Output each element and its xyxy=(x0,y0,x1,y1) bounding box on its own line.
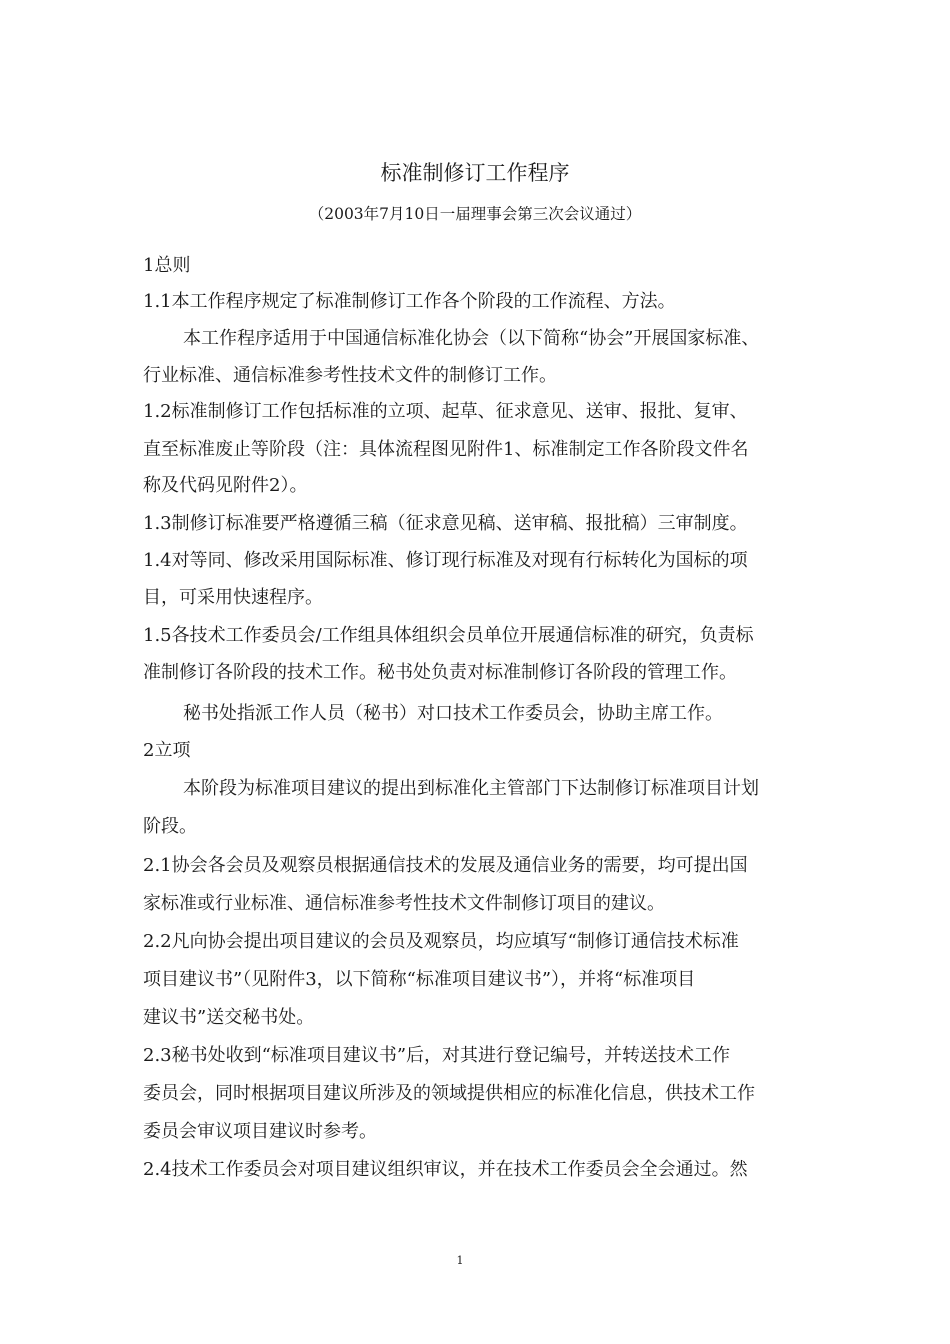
paragraph-line: 本阶段为标准项目建议的提出到标准化主管部门下达制修订标准项目计划 xyxy=(183,778,759,799)
paragraph-line: 委员会审议项目建议时参考。 xyxy=(143,1121,377,1142)
paragraph-line: 1.2标准制修订工作包括标准的立项、起草、征求意见、送审、报批、复审、 xyxy=(143,401,748,422)
paragraph-line: 项目建议书”（见附件3，以下简称“标准项目建议书”），并将“标准项目 xyxy=(143,969,696,990)
paragraph-line: 称及代码见附件2）。 xyxy=(143,475,308,496)
paragraph-line: 家标准或行业标准、通信标准参考性技术文件制修订项目的建议。 xyxy=(143,893,665,914)
paragraph-line: 1.1本工作程序规定了标准制修订工作各个阶段的工作流程、方法。 xyxy=(143,291,676,312)
paragraph-line: 行业标准、通信标准参考性技术文件的制修订工作。 xyxy=(143,365,557,386)
document-title: 标准制修订工作程序 xyxy=(380,161,570,185)
paragraph-line: 2.4技术工作委员会对项目建议组织审议，并在技术工作委员会全会通过。然 xyxy=(143,1159,748,1180)
paragraph-line: 1.5各技术工作委员会/工作组具体组织会员单位开展通信标准的研究，负责标 xyxy=(143,625,754,646)
paragraph-line: 2.2凡向协会提出项目建议的会员及观察员，均应填写“制修订通信技术标准 xyxy=(143,931,739,952)
paragraph-line: 阶段。 xyxy=(143,816,197,837)
paragraph-line: 建议书”送交秘书处。 xyxy=(143,1007,315,1028)
paragraph-line: 准制修订各阶段的技术工作。秘书处负责对标准制修订各阶段的管理工作。 xyxy=(143,662,737,683)
section-heading-2: 2立项 xyxy=(143,740,191,761)
paragraph-line: 目，可采用快速程序。 xyxy=(143,587,323,608)
paragraph-line: 委员会，同时根据项目建议所涉及的领域提供相应的标准化信息，供技术工作 xyxy=(143,1083,755,1104)
document-subtitle: （2003年7月10日一届理事会第三次会议通过） xyxy=(308,205,642,223)
paragraph-line: 2.1协会各会员及观察员根据通信技术的发展及通信业务的需要，均可提出国 xyxy=(143,855,748,876)
section-heading-1: 1总则 xyxy=(143,255,191,276)
page-number: 1 xyxy=(456,1254,464,1267)
paragraph-line: 本工作程序适用于中国通信标准化协会（以下简称“协会”开展国家标准、 xyxy=(183,328,760,349)
paragraph-line: 1.4对等同、修改采用国际标准、修订现行标准及对现有行标转化为国标的项 xyxy=(143,550,748,571)
paragraph-line: 1.3制修订标准要严格遵循三稿（征求意见稿、送审稿、报批稿）三审制度。 xyxy=(143,513,748,534)
paragraph-line: 2.3秘书处收到“标准项目建议书”后，对其进行登记编号，并转送技术工作 xyxy=(143,1045,731,1066)
paragraph-line: 秘书处指派工作人员（秘书）对口技术工作委员会，协助主席工作。 xyxy=(183,703,723,724)
paragraph-line: 直至标准废止等阶段（注：具体流程图见附件1、标准制定工作各阶段文件名 xyxy=(143,439,749,460)
